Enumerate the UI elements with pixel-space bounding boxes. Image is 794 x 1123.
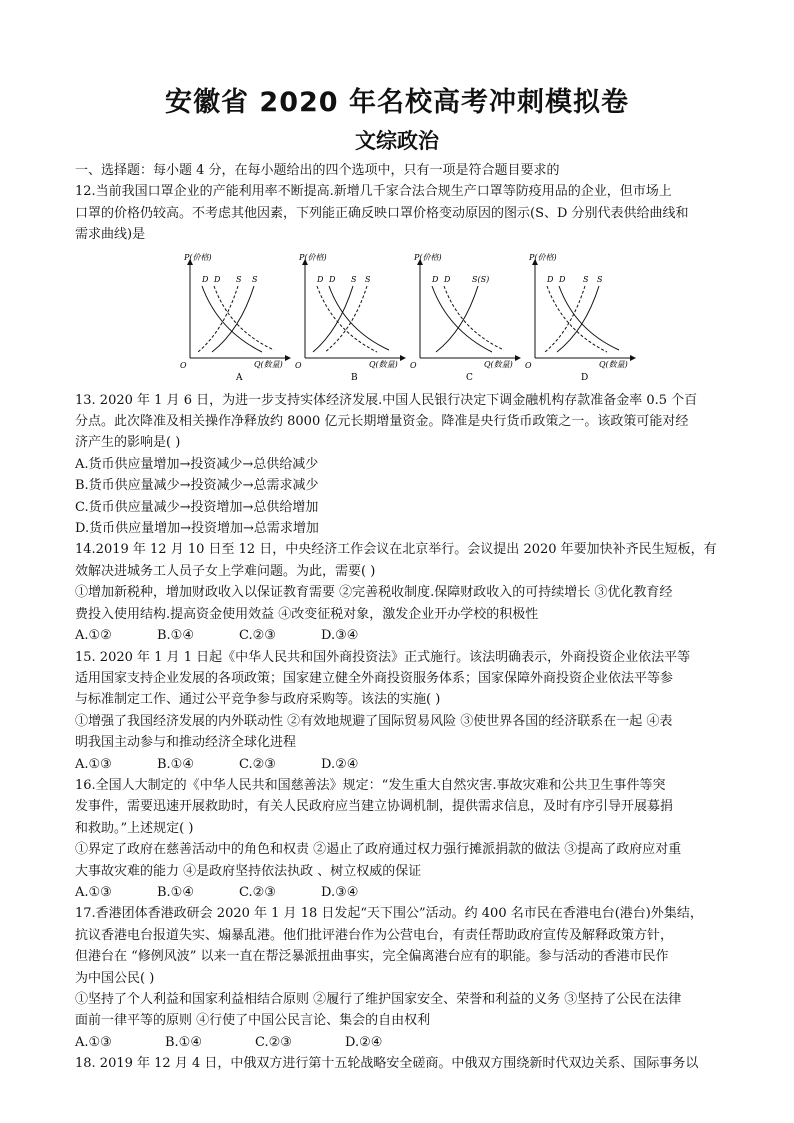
answer-option: B.货币供应量减少→投资减少→总需求减少 [75, 478, 319, 494]
question-text-line: 16.全国人大制定的《中华人民共和国慈善法》规定：“发生重大自然灾害.事故灾难和公共卫生事件等突 [75, 777, 666, 793]
answer-option: D.货币供应量增加→投资增加→总需求增加 [75, 521, 319, 537]
svg-text:S: S [583, 274, 589, 284]
question-text-line: 效解决进城务工人员子女上学难问题。为此，需要( ) [75, 563, 376, 579]
answer-option: B.①④ [157, 884, 194, 900]
p-axis-label: P(价格) [529, 252, 557, 262]
exam-body [75, 160, 725, 1075]
answer-option: C.②③ [255, 1034, 292, 1050]
section-instructions: 一、选择题：每小题 4 分，在每小题给出的四个选项中，只有一项是符合题目要求的 [75, 163, 560, 178]
svg-text:S(S): S(S) [472, 274, 490, 284]
question-text-line: 面前一律平等的原则 ④行使了中国公民言论、集会的自由权利 [75, 1013, 431, 1029]
question-text-line: 13. 2020 年 1 月 6 日，为进一步支持实体经济发展.中国人民银行决定下调金融机构存款准备金率 0.5 个百 [75, 392, 698, 408]
svg-text:S: S [236, 274, 242, 284]
answer-option: D.②④ [321, 756, 359, 772]
question-text-line: 明我国主动参与和推动经济全球化进程 [75, 735, 297, 751]
answer-option: D.③④ [321, 628, 359, 644]
p-axis-label: P(价格) [184, 252, 212, 262]
graph-letter: C [466, 372, 473, 382]
graph-letter: D [581, 372, 589, 382]
origin-label: O [525, 360, 532, 370]
answer-option: A.①③ [75, 884, 112, 900]
answer-option: C.②③ [239, 628, 276, 644]
answer-options [75, 882, 725, 903]
answer-option: A.①③ [75, 756, 112, 772]
question-text-line: 与标准制定工作、通过公平竞争参与政府采购等。该法的实施( ) [75, 692, 441, 708]
question-text-line: 大事故灾难的能力 ④是政府坚持依法执政 、树立权威的保证 [75, 863, 422, 879]
q-axis-label: Q(数量) [254, 359, 283, 369]
question-text-line: 18. 2019 年 12 月 4 日，中俄双方进行第十五轮战略安全磋商。中俄双方围绕新时代双边关系、国际事务以 [75, 1056, 699, 1072]
question-15 [75, 647, 725, 775]
p-axis-label: P(价格) [414, 252, 442, 262]
graph-d [525, 250, 645, 382]
question-12 [75, 181, 725, 381]
svg-text:D: D [317, 274, 324, 284]
question-text-line: ①增强了我国经济发展的内外联动性 ②有效地规避了国际贸易风险 ③使世界各国的经济联系在一起 ④表 [75, 713, 673, 729]
svg-text:D: D [559, 274, 566, 284]
question-text-line: ①增加新税种，增加财政收入以保证教育需要 ②完善税收制度.保障财政收入的可持续增长 ③优化教育经 [75, 585, 673, 601]
graph-c [410, 250, 530, 382]
question-text-line: 分点。此次降准及相关操作净释放约 8000 亿元长期增量资金。降准是央行货币政策之一。该政策可能对经 [75, 414, 689, 430]
question-14 [75, 539, 725, 646]
answer-options [75, 1032, 725, 1053]
svg-text:S: S [252, 274, 258, 284]
svg-text:D: D [432, 274, 439, 284]
question-text-line: ①坚持了个人利益和国家利益相结合原则 ②履行了维护国家安全、荣誉和利益的义务 ③坚持了公民在法律 [75, 992, 682, 1007]
question-text-line: 适用国家支持企业发展的各项政策；国家建立健全外商投资服务体系；国家保障外商投资企业依法平等参 [75, 670, 674, 686]
question-text-line: 抗议香港电台报道失实、煽暴乱港。他们批评港台作为公营电台，有责任帮助政府宣传及解释政策方针， [75, 927, 674, 943]
question-text-line: 但港台在 “修例风波” 以来一直在帮泛暴派扭曲事实，完全偏离港台应有的职能。参与活动的香港市民作 [75, 949, 669, 965]
question-text-line: 发事件，需要迅速开展救助时，有关人民政府应当建立协调机制，提供需求信息，及时有序引导开展募捐 [75, 799, 674, 815]
answer-option: A.①② [75, 628, 112, 644]
question-text-line: ①界定了政府在慈善活动中的角色和权责 ②遏止了政府通过权力强行摊派捐款的做法 ③提高了政府应对重 [75, 842, 682, 858]
answer-option: B.①④ [157, 756, 194, 772]
svg-text:S: S [365, 274, 371, 284]
answer-option: A.①③ [75, 1034, 112, 1050]
p-axis-label: P(价格) [299, 252, 327, 262]
svg-text:D: D [547, 274, 554, 284]
graph-b [295, 250, 415, 382]
question-text-line: 14.2019 年 12 月 10 日至 12 日，中央经济工作会议在北京举行。会议提出 2020 年要加快补齐民生短板，有 [75, 542, 717, 558]
question-text-line: 15. 2020 年 1 月 1 日起《中华人民共和国外商投资法》正式施行。该法明确表示，外商投资企业依法平等 [75, 649, 691, 665]
question-text-line: 需求曲线)是 [75, 227, 146, 243]
question-16 [75, 775, 725, 903]
question-text-line: 费投入使用结构.提高资金使用效益 ④改变征税对象，激发企业开办学校的积极性 [75, 606, 539, 622]
q-axis-label: Q(数量) [599, 359, 628, 369]
answer-options [75, 625, 725, 646]
q-axis-label: Q(数量) [484, 359, 513, 369]
question-17 [75, 903, 725, 1053]
exam-title: 安徽省 2020 年名校高考冲刺模拟卷 [165, 87, 629, 118]
origin-label: O [180, 360, 187, 370]
answer-option: C.②③ [239, 756, 276, 772]
answer-options [75, 754, 725, 775]
svg-text:S: S [351, 274, 357, 284]
answer-option: A.货币供应量增加→投资减少→总供给减少 [75, 456, 319, 472]
exam-subject: 文综政治 [355, 129, 439, 153]
svg-text:D: D [214, 274, 221, 284]
graph-letter: B [351, 372, 358, 382]
question-text-line: 口罩的价格仍较高。不考虑其他因素，下列能正确反映口罩价格变动原因的图示(S、D 分别代表供给曲线和 [75, 205, 689, 221]
question-text-line: 为中国公民( ) [75, 970, 155, 986]
question-18 [75, 1053, 725, 1074]
origin-label: O [295, 360, 302, 370]
origin-label: O [410, 360, 417, 370]
question-text-line: 12.当前我国口罩企业的产能利用率不断提高.新增几千家合法合规生产口罩等防疫用品的企业，但市场上 [75, 184, 672, 200]
graph-a [180, 250, 300, 382]
answer-option: B.①④ [165, 1034, 202, 1050]
answer-option: C.货币供应量减少→投资增加→总供给增加 [75, 499, 319, 515]
q-axis-label: Q(数量) [369, 359, 398, 369]
answer-option: B.①④ [157, 628, 194, 644]
svg-text:D: D [202, 274, 209, 284]
svg-text:D: D [329, 274, 336, 284]
answer-option: D.②④ [345, 1034, 383, 1050]
question-text-line: 17.香港团体香港政研会 2020 年 1 月 18 日发起“天下围公”活动。约 400 名市民在香港电台(港台)外集结， [75, 906, 703, 922]
question-13 [75, 390, 725, 540]
supply-demand-graphs [75, 250, 725, 382]
answer-option: C.②③ [239, 884, 276, 900]
svg-text:S: S [597, 274, 603, 284]
svg-text:D: D [444, 274, 451, 284]
question-text-line: 和救助。”上述规定( ) [75, 820, 194, 836]
graph-letter: A [236, 372, 243, 382]
answer-option: D.③④ [321, 884, 359, 900]
question-text-line: 济产生的影响是( ) [75, 435, 181, 451]
